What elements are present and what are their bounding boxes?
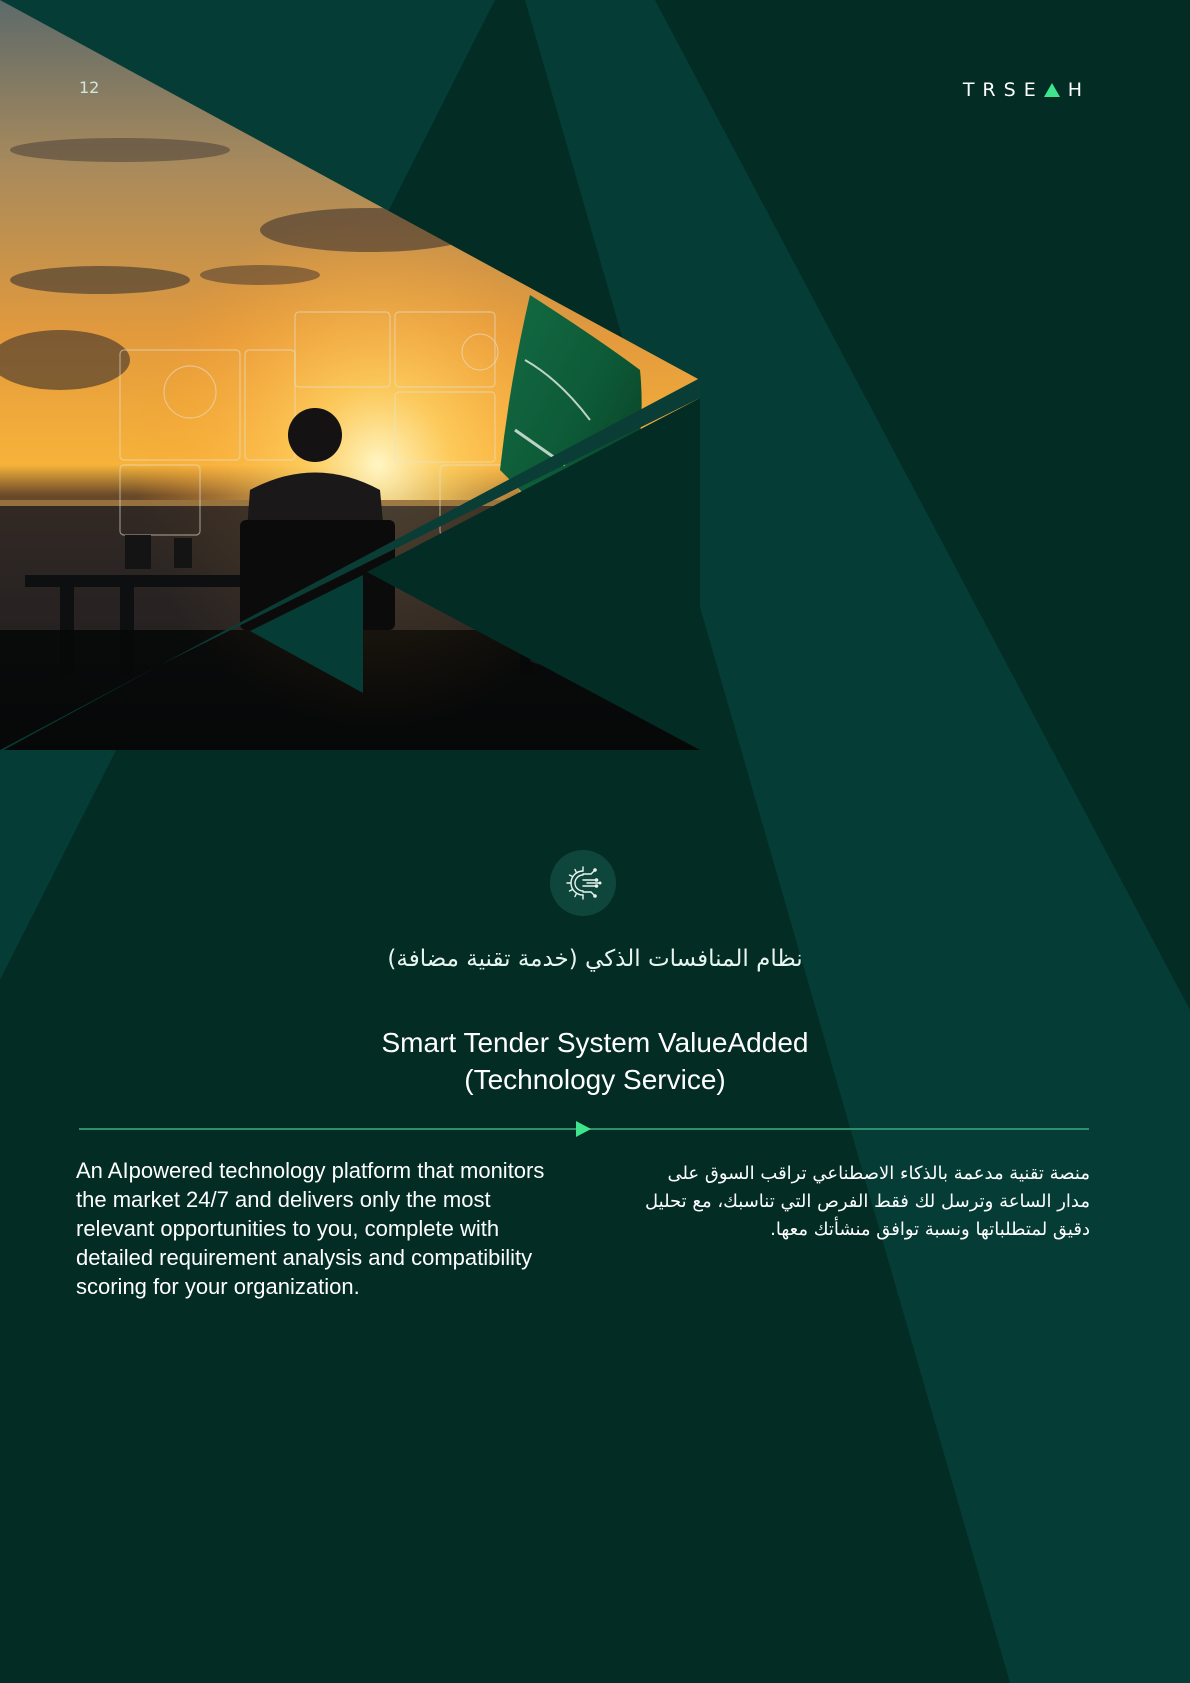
logo-text: TRSE: [962, 79, 1044, 101]
page-number: 12: [79, 78, 100, 97]
service-title-english-line1: Smart Tender System ValueAdded: [381, 1027, 809, 1058]
service-title-english: [245, 1024, 945, 1098]
diagonal-panel-right: [525, 0, 1190, 1683]
service-icon-badge: [550, 850, 616, 916]
description-arabic: منصة تقنية مدعمة بالذكاء الاصطناعي تراقب السوق على مدار الساعة وترسل لك فقط الفرص التي تناسبك، مع تحليل دقيق لمتطلباتها ونسبة توافق منشأتك معها.: [645, 1163, 1090, 1240]
service-title-english-line2: (Technology Service): [464, 1064, 726, 1095]
ai-gear-circuit-icon: [561, 861, 605, 905]
logo-text-end: H: [1067, 79, 1090, 101]
description-english: An AIpowered technology platform that monitors the market 24/7 and delivers only the most relevant opportunities to you, complete with detailed requirement analysis and compatibility scoring for your organization.: [76, 1158, 545, 1299]
service-title-arabic: نظام المنافسات الذكي (خدمة تقنية مضافة): [387, 946, 803, 972]
logo-triangle-icon: [1044, 83, 1060, 97]
divider-arrow-icon: [576, 1121, 591, 1137]
brand-logo: [963, 80, 1090, 100]
